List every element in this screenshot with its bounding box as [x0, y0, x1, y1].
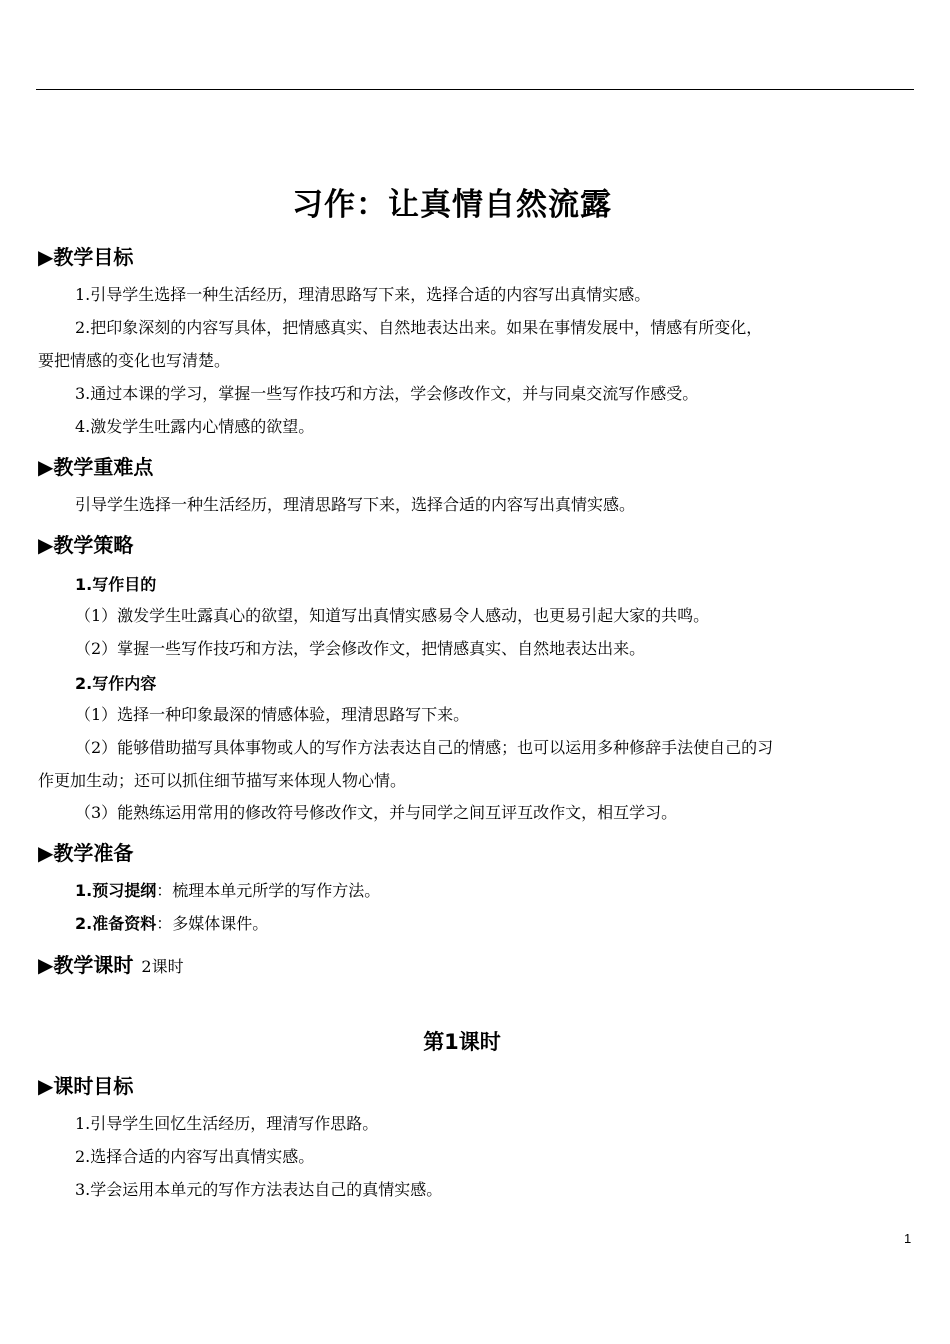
strategy-item-2-1: （1）选择一种印象最深的情感体验，理清思路写下来。 [75, 705, 470, 724]
strategy-item-1-1: （1）激发学生吐露真心的欲望，知道写出真情实感易令人感动，也更易引起大家的共鸣。 [75, 606, 710, 625]
goal-item-2-cont: 要把情感的变化也写清楚。 [38, 351, 231, 370]
prep-item-1-label: 1.预习提纲 [75, 881, 157, 900]
prep-item-2-text: ：多媒体课件。 [156, 914, 269, 933]
section-heading-keypoints: ▶教学重难点 [38, 455, 154, 479]
strategy-item-2-2-cont: 作更加生动；还可以抓住细节描写来体现人物心情。 [38, 771, 407, 790]
hours-value: 2课时 [141, 957, 184, 976]
strategy-item-1-2: （2）掌握一些写作技巧和方法，学会修改作文，把情感真实、自然地表达出来。 [75, 639, 646, 658]
section-heading-strategy: ▶教学策略 [38, 533, 134, 557]
section-heading-hours [38, 949, 184, 978]
prep-item-1-text: ：梳理本单元所学的写作方法。 [156, 881, 381, 900]
prep-item-2 [75, 913, 268, 935]
prep-item-1 [75, 880, 380, 902]
strategy-sub-heading-2: 2.写作内容 [75, 674, 157, 693]
section-heading-prep: ▶教学准备 [38, 841, 134, 865]
lesson-goal-3: 3.学会运用本单元的写作方法表达自己的真情实感。 [75, 1180, 443, 1199]
document-title: 习作：让真情自然流露 [292, 187, 612, 223]
keypoints-text: 引导学生选择一种生活经历，理清思路写下来，选择合适的内容写出真情实感。 [75, 495, 636, 514]
goal-item-3: 3.通过本课的学习，掌握一些写作技巧和方法，学会修改作文，并与同桌交流写作感受。 [75, 384, 699, 403]
prep-item-2-label: 2.准备资料 [75, 914, 157, 933]
page-number: 1 [904, 1231, 912, 1246]
lesson-goal-2: 2.选择合适的内容写出真情实感。 [75, 1147, 315, 1166]
strategy-item-2-2: （2）能够借助描写具体事物或人的写作方法表达自己的情感；也可以运用多种修辞手法使自己的习 [75, 738, 774, 757]
hours-heading: ▶教学课时 [38, 953, 134, 977]
strategy-sub-heading-1: 1.写作目的 [75, 575, 157, 594]
lesson-goal-1: 1.引导学生回忆生活经历，理清写作思路。 [75, 1114, 379, 1133]
goal-item-2: 2.把印象深刻的内容写具体，把情感真实、自然地表达出来。如果在事情发展中，情感有所变化， [75, 318, 763, 337]
section-heading-goals: ▶教学目标 [38, 245, 134, 269]
goal-item-1: 1.引导学生选择一种生活经历，理清思路写下来，选择合适的内容写出真情实感。 [75, 285, 651, 304]
goal-item-4: 4.激发学生吐露内心情感的欲望。 [75, 417, 315, 436]
section-heading-lesson-goals: ▶课时目标 [38, 1074, 134, 1098]
strategy-item-2-3: （3）能熟练运用常用的修改符号修改作文，并与同学之间互评互改作文，相互学习。 [75, 803, 678, 822]
header-rule [36, 89, 914, 90]
lesson-1-title: 第1课时 [423, 1030, 501, 1054]
